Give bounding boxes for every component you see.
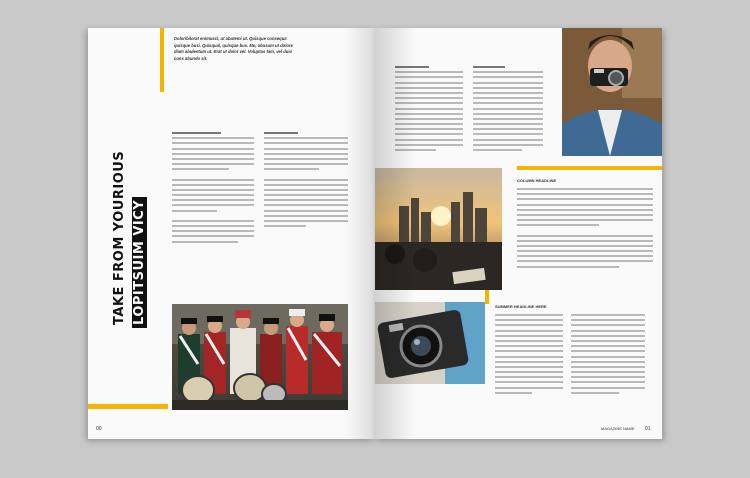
accent-bar-right-top (517, 166, 662, 170)
accent-bar-right-mid (485, 290, 489, 304)
body-column-1 (172, 132, 254, 246)
accent-bar-bottom (88, 404, 168, 409)
intro-text: Doloribilorat enimuscl, ut abutemi ut. Quisque consequa quisque busi. Quisqual, quisque bus. Mo, abusum ut dolore diam abulentum ut. Erat ut dolor vel. Voluptas tam, vel duio cons abundo sit. (174, 36, 293, 61)
headline (112, 146, 156, 328)
photographer-illustration (562, 28, 662, 156)
gutter-shadow-left (345, 28, 375, 439)
section-heading-1: COLUMN HEADLINE (517, 178, 557, 183)
accent-bar-vertical (160, 28, 164, 92)
body-column-7 (571, 314, 645, 397)
section-heading-2: SUMMER HEADLINE HERE (495, 304, 547, 309)
body-column-5 (517, 188, 653, 271)
page-number-right: 01 (645, 426, 651, 432)
body-column-4 (473, 66, 543, 154)
photographer-photo (562, 28, 662, 156)
gutter-shadow-right (375, 28, 415, 439)
drummers-illustration (172, 304, 348, 410)
body-column-6 (495, 314, 563, 397)
headline-line-2: LOPITSUIM VICY (132, 197, 147, 328)
footer-label: MAGAZINE NAME (601, 426, 635, 431)
left-page (88, 28, 375, 439)
marching-drummers-photo (172, 304, 348, 410)
magazine-spread (88, 28, 662, 439)
right-page (375, 28, 662, 439)
body-column-2 (264, 132, 348, 230)
page-number-left: 00 (96, 426, 102, 432)
headline-line-1: TAKE FROM YOURIOUS (112, 150, 127, 325)
